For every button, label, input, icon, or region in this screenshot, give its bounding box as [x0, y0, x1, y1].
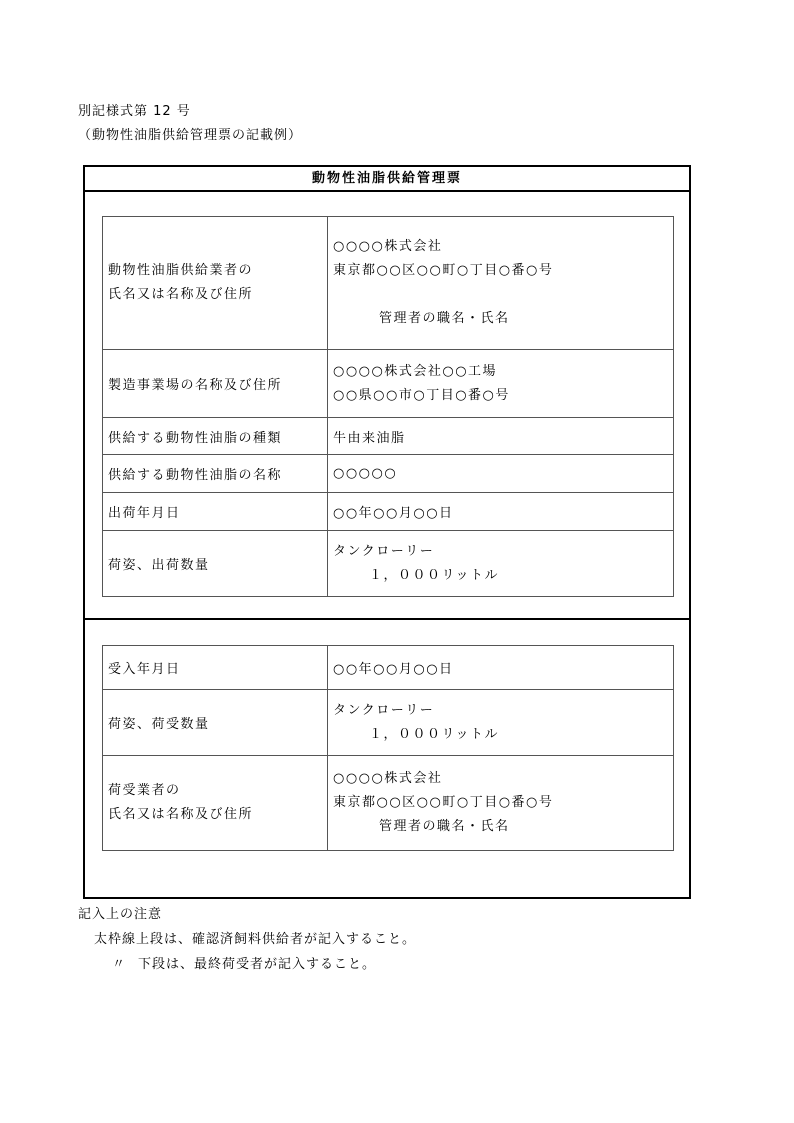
table-row	[103, 350, 674, 418]
section-divider	[85, 618, 689, 620]
supplier-value-cell	[328, 217, 674, 350]
table-row	[103, 455, 674, 493]
table-row	[103, 418, 674, 455]
kind-label: 供給する動物性油脂の種類	[103, 418, 328, 455]
receiver-manager: 管理者の職名・氏名	[379, 819, 510, 834]
table-row	[103, 646, 674, 690]
factory-address: ○○県○○市○丁目○番○号	[333, 387, 510, 403]
table-row	[103, 690, 674, 756]
document-subtitle: （動物性油脂供給管理票の記載例）	[78, 128, 303, 143]
recv-date-label: 受入年月日	[103, 646, 328, 690]
receiver-label-cell	[103, 756, 328, 851]
recv-qty-value-cell	[328, 690, 674, 756]
form-number: 別記様式第 12 号	[78, 104, 191, 119]
supplier-label-line-1: 動物性油脂供給業者の	[108, 263, 254, 278]
ship-date-label: 出荷年月日	[103, 493, 328, 531]
management-slip-frame	[83, 165, 691, 899]
recv-qty-form: タンクローリー	[333, 702, 435, 718]
table-row	[103, 493, 674, 531]
receiver-label-line-2: 氏名又は名称及び住所	[108, 807, 254, 822]
receiver-value-cell	[328, 756, 674, 851]
supplier-label-line-2: 氏名又は名称及び住所	[108, 287, 254, 302]
supplier-company: ○○○○株式会社	[333, 239, 443, 254]
lower-section-table	[102, 645, 674, 851]
table-row	[103, 756, 674, 851]
receiver-label-line-1: 荷受業者の	[108, 783, 181, 798]
note-line-2	[112, 953, 376, 972]
receiver-company: ○○○○株式会社	[333, 771, 443, 786]
recv-qty-amount: １，０００リットル	[369, 726, 499, 742]
note-line-2-text: 下段は、最終荷受者が記入すること。	[138, 957, 377, 972]
recv-date-value: ○○年○○月○○日	[328, 646, 674, 690]
factory-name: ○○○○株式会社○○工場	[333, 363, 498, 379]
supplier-address: 東京都○○区○○町○丁目○番○号	[333, 263, 554, 278]
table-row	[103, 217, 674, 350]
ship-qty-amount: １，０００リットル	[369, 567, 499, 583]
factory-value-cell	[328, 350, 674, 418]
ship-qty-label: 荷姿、出荷数量	[103, 531, 328, 597]
supplier-manager: 管理者の職名・氏名	[379, 311, 510, 326]
table-row	[103, 531, 674, 597]
ship-date-value: ○○年○○月○○日	[328, 493, 674, 531]
recv-qty-label: 荷姿、荷受数量	[103, 690, 328, 756]
supplier-label-cell	[103, 217, 328, 350]
notes-title: 記入上の注意	[78, 907, 163, 922]
name-label: 供給する動物性油脂の名称	[103, 455, 328, 493]
upper-section-table	[102, 216, 674, 597]
ship-qty-value-cell	[328, 531, 674, 597]
note-line-1: 太枠線上段は、確認済飼料供給者が記入すること。	[94, 932, 417, 947]
receiver-address: 東京都○○区○○町○丁目○番○号	[333, 795, 554, 810]
kind-value: 牛由来油脂	[328, 418, 674, 455]
ditto-mark: 〃	[112, 957, 127, 972]
slip-title: 動物性油脂供給管理票	[85, 167, 689, 192]
ship-qty-form: タンクローリー	[333, 543, 435, 559]
name-value: ○○○○○	[328, 455, 674, 493]
factory-label: 製造事業場の名称及び住所	[103, 350, 328, 418]
